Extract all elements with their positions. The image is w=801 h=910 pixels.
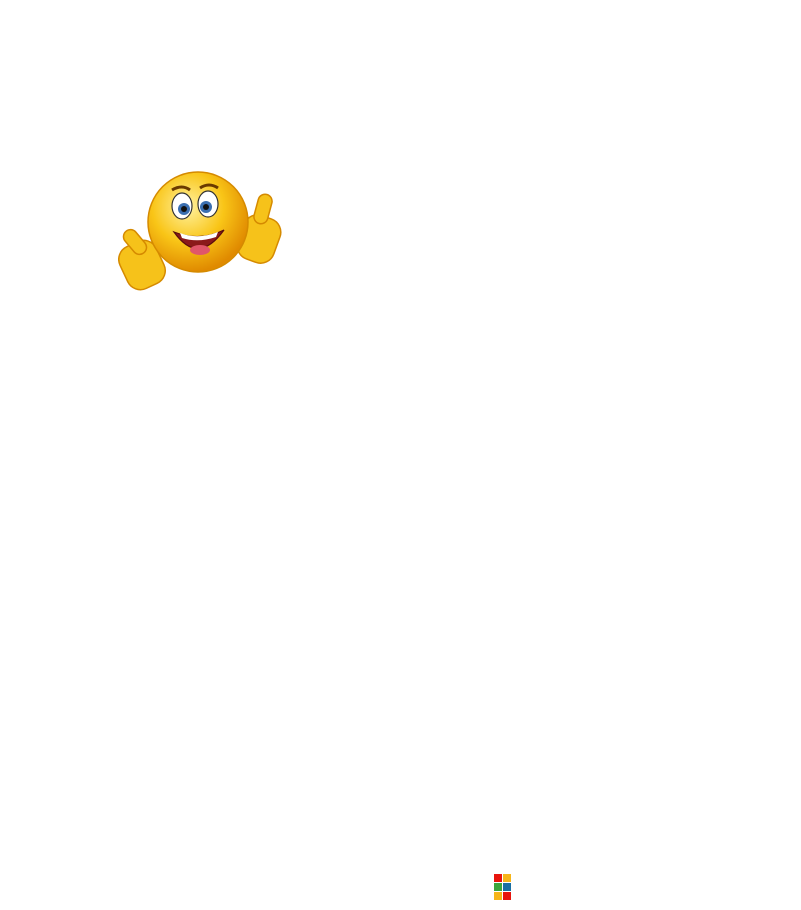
left-pencil-border: [6, 58, 54, 910]
right-pencil-border: [748, 58, 796, 910]
top-pencil-border: [0, 0, 801, 56]
liveworksheets-logo-icon: [494, 874, 522, 902]
liveworksheets-watermark: [494, 870, 794, 904]
thumbs-up-smiley-icon: [118, 170, 283, 295]
